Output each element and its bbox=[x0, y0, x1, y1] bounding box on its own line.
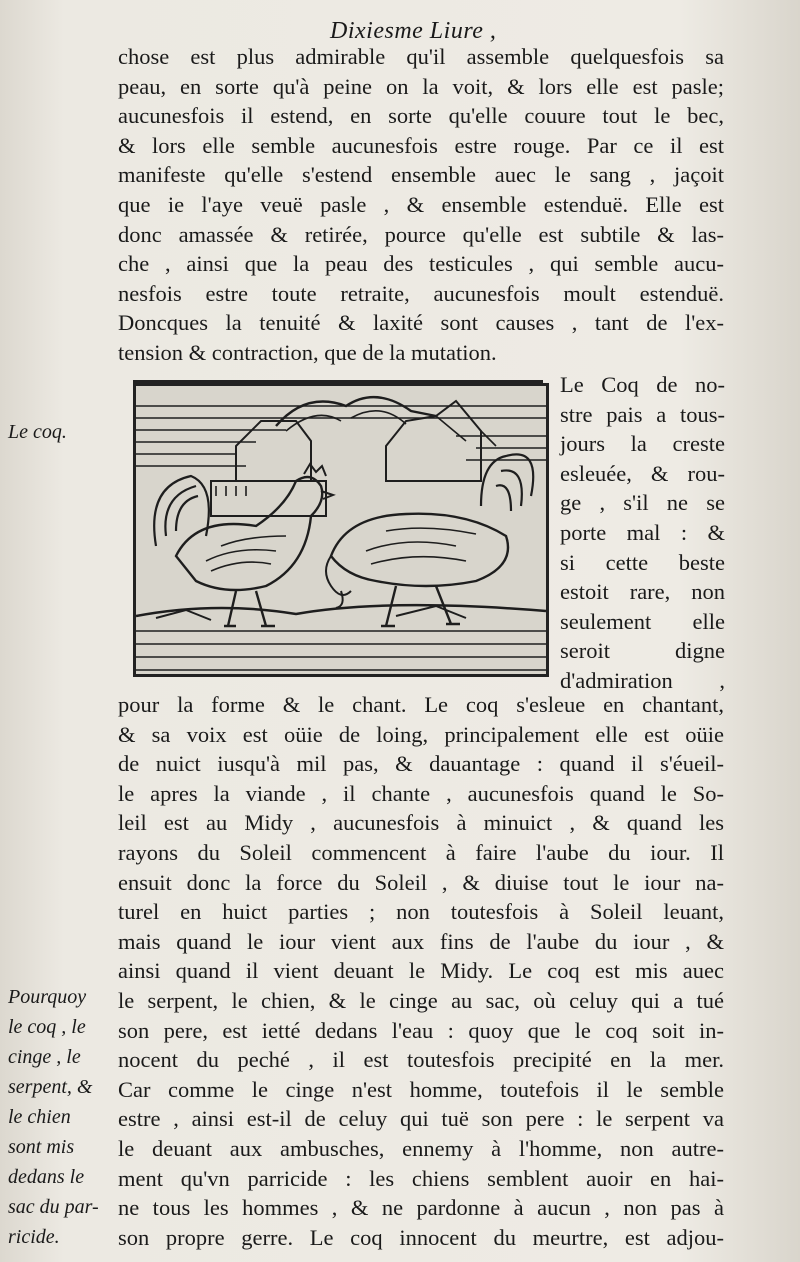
margin-note-line: sont mis bbox=[8, 1136, 75, 1158]
text-line: de nuict iusqu'à mil pas, & dauantage : quand il s'éueil- bbox=[118, 751, 724, 777]
text-line: stre pais a tous- bbox=[560, 401, 725, 427]
margin-note-line: sac du par- bbox=[8, 1196, 99, 1218]
text-line: leil est au Midy , aucunesfois à minuict , & quand les bbox=[118, 810, 724, 836]
text-block-bottom bbox=[118, 690, 724, 1252]
margin-note-line: ricide. bbox=[8, 1226, 60, 1248]
margin-note-parricide bbox=[8, 982, 108, 1252]
text-line: estre , ainsi est-il de celuy qui tuë son pere : le serpent va bbox=[118, 1106, 724, 1132]
text-line: le apres la viande , il chante , aucunesfois quand le So- bbox=[118, 780, 724, 806]
text-line: peau, en sorte qu'à peine on la voit, & lors elle est pasle; bbox=[118, 73, 724, 99]
text-line: rayons du Soleil commencent à faire l'aube du iour. Il bbox=[118, 839, 724, 865]
text-line: son pere, est ietté dedans l'eau : quoy que le coq soit in- bbox=[118, 1017, 724, 1043]
margin-note-line: dedans le bbox=[8, 1166, 85, 1188]
margin-note-line: le coq , le bbox=[8, 1016, 86, 1038]
text-line: Car comme le cinge n'est homme, toutefois il le semble bbox=[118, 1076, 724, 1102]
roosters-icon bbox=[136, 386, 546, 674]
text-line: aucunesfois il estend, en sorte qu'elle couure tout le bec, bbox=[118, 103, 724, 129]
text-block-beside-illustration bbox=[560, 370, 725, 696]
text-line: nesfois estre toute retraite, aucunesfois moult estenduë. bbox=[118, 280, 724, 306]
margin-note-line: serpent, & bbox=[8, 1076, 93, 1098]
text-line: Le Coq de no- bbox=[560, 372, 725, 397]
text-line: porte mal : & bbox=[560, 519, 725, 545]
text-line: le serpent, le chien, & le cinge au sac, où celuy qui a tué bbox=[118, 987, 724, 1013]
text-line: chose est plus admirable qu'il assemble quelquesfois sa bbox=[118, 44, 724, 69]
text-line: donc amassée & retirée, pource qu'elle est subtile & las- bbox=[118, 221, 724, 247]
text-line: ensuit donc la force du Soleil , & diuise tout le iour na- bbox=[118, 869, 724, 895]
text-line: & sa voix est oüie de loing, principalement elle est oüie bbox=[118, 721, 724, 747]
margin-note-coq: Le coq. bbox=[8, 421, 67, 443]
text-line: ne tous les hommes , & ne pardonne à aucun , non pas à bbox=[118, 1195, 724, 1221]
text-line: seulement elle bbox=[560, 608, 725, 634]
text-line: ainsi quand il vient deuant le Midy. Le coq est mis auec bbox=[118, 958, 724, 984]
text-line: le deuant aux ambusches, ennemy à l'homme, non autre- bbox=[118, 1135, 724, 1161]
text-line: & lors elle semble aucunesfois estre rouge. Par ce il est bbox=[118, 132, 724, 158]
text-line: si cette beste bbox=[560, 549, 725, 575]
text-line: tension & contraction, que de la mutation. bbox=[118, 339, 497, 365]
text-line: que ie l'aye veuë pasle , & ensemble estenduë. Elle est bbox=[118, 191, 724, 217]
text-line: estoit rare, non bbox=[560, 579, 725, 605]
text-line: esleuée, & rou- bbox=[560, 460, 725, 486]
text-line: ge , s'il ne se bbox=[560, 490, 725, 516]
text-line: son propre gerre. Le coq innocent du meurtre, est adjou- bbox=[118, 1224, 724, 1250]
text-line: mais quand le iour vient aux fins de l'aube du iour , & bbox=[118, 928, 724, 954]
text-line: turel en huict parties ; non toutesfois à Soleil leuant, bbox=[118, 899, 724, 925]
text-line: nocent du peché , il est toutesfois precipité en la mer. bbox=[118, 1047, 724, 1073]
text-line: seroit digne bbox=[560, 638, 725, 664]
text-line: Doncques la tenuité & laxité sont causes , tant de l'ex- bbox=[118, 310, 724, 336]
text-line: pour la forme & le chant. Le coq s'esleue en chantant, bbox=[118, 692, 724, 717]
text-line: d'admiration , bbox=[560, 667, 725, 693]
text-line: che , ainsi que la peau des testicules , qui semble aucu- bbox=[118, 251, 724, 277]
margin-note-line: le chien bbox=[8, 1106, 71, 1128]
text-line: jours la creste bbox=[560, 431, 725, 457]
text-line: ment qu'vn parricide : les chiens semblent auoir en hai- bbox=[118, 1165, 724, 1191]
running-title: Dixiesme Liure , bbox=[330, 18, 497, 44]
margin-note-line: cinge , le bbox=[8, 1046, 81, 1068]
rooster-woodcut-illustration bbox=[133, 383, 549, 677]
text-block-top bbox=[118, 42, 724, 368]
margin-note-line: Pourquoy bbox=[8, 986, 87, 1008]
text-line: manifeste qu'elle s'estend ensemble auec le sang , jaçoit bbox=[118, 162, 724, 188]
